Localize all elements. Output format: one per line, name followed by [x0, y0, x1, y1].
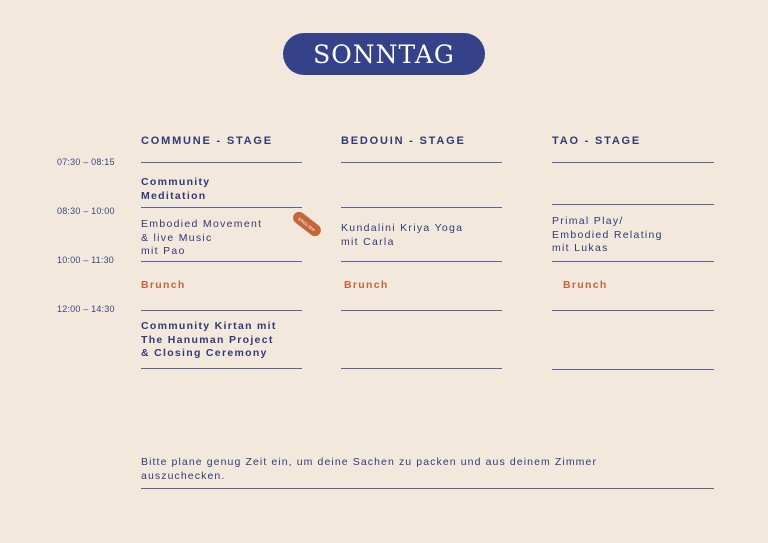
- session-brunch-commune: Brunch: [141, 279, 186, 291]
- time-slot-4: 12:00 – 14:30: [57, 304, 115, 314]
- divider-line: [341, 162, 502, 163]
- time-slot-2: 08:30 – 10:00: [57, 206, 115, 216]
- footer-divider-line: [141, 488, 714, 489]
- divider-line: [141, 310, 302, 311]
- session-community-kirtan: Community Kirtan mit The Hanuman Project & Closing Ceremony: [141, 320, 277, 359]
- divider-line: [552, 204, 714, 205]
- divider-line: [141, 368, 302, 369]
- stage-header-commune: COMMUNE - STAGE: [141, 135, 273, 147]
- divider-line: [552, 369, 714, 370]
- english-language-tag: ENGLISH: [291, 209, 324, 238]
- session-embodied-movement: Embodied Movement & live Music mit Pao: [141, 218, 263, 257]
- divider-line: [141, 207, 302, 208]
- divider-line: [552, 310, 714, 311]
- session-brunch-tao: Brunch: [563, 279, 608, 291]
- day-title-pill: [283, 33, 485, 75]
- divider-line: [141, 261, 302, 262]
- session-primal-play: Primal Play/ Embodied Relating mit Lukas: [552, 215, 663, 254]
- session-kundalini-yoga: Kundalini Kriya Yoga mit Carla: [341, 222, 464, 248]
- day-title: SONNTAG: [313, 39, 455, 69]
- time-slot-1: 07:30 – 08:15: [57, 157, 115, 167]
- divider-line: [552, 162, 714, 163]
- divider-line: [341, 310, 502, 311]
- divider-line: [341, 368, 502, 369]
- divider-line: [141, 162, 302, 163]
- session-community-meditation: Community Meditation: [141, 176, 211, 202]
- divider-line: [552, 261, 714, 262]
- checkout-note: Bitte plane genug Zeit ein, um deine Sachen zu packen und aus deinem Zimmer auszuchecken.: [141, 456, 598, 482]
- session-brunch-bedouin: Brunch: [344, 279, 389, 291]
- time-slot-3: 10:00 – 11:30: [57, 255, 114, 265]
- stage-header-bedouin: BEDOUIN - STAGE: [341, 135, 466, 147]
- divider-line: [341, 261, 502, 262]
- divider-line: [341, 207, 502, 208]
- stage-header-tao: TAO - STAGE: [552, 135, 642, 147]
